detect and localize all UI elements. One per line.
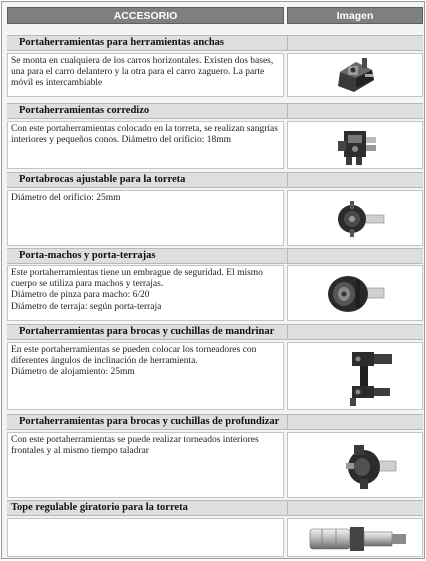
description-line: Se monta en cualquiera de los carros horizontales. Existen dos bases, una para el carro delantero y la otra para el carro zaguero. La parte móvil es intercambiable bbox=[11, 56, 274, 89]
row-title bbox=[7, 414, 423, 430]
row-description bbox=[7, 265, 284, 321]
row-title bbox=[7, 172, 423, 188]
row-description bbox=[7, 190, 284, 246]
tap-holder-icon bbox=[326, 270, 386, 318]
row-title bbox=[7, 248, 423, 264]
row-title-text: Tope regulable giratorio para la torreta bbox=[11, 502, 188, 513]
description-line: En este portaherramientas se pueden colocar los torneadores con diferentes ángulos de inclinación de herramienta. bbox=[11, 345, 257, 367]
row-description bbox=[7, 342, 284, 410]
row-image bbox=[287, 342, 423, 410]
row-title-text: Portabrocas ajustable para la torreta bbox=[19, 174, 186, 185]
row-image bbox=[287, 432, 423, 498]
row-image bbox=[287, 265, 423, 321]
row-title-text: Portaherramientas corredizo bbox=[19, 105, 150, 116]
row-description bbox=[7, 432, 284, 498]
row-image bbox=[287, 190, 423, 246]
row-title-text: Portaherramientas para brocas y cuchillas de profundizar bbox=[19, 416, 280, 427]
row-title bbox=[7, 324, 423, 340]
description-line: Diámetro de terraja: según porta-terraja bbox=[11, 301, 162, 312]
rotary-stop-icon bbox=[308, 525, 408, 553]
row-title-text: Portaherramientas para herramientas anchas bbox=[19, 37, 225, 48]
description-line: Diámetro de alojamiento: 25mm bbox=[11, 367, 135, 378]
row-image bbox=[287, 53, 423, 97]
sliding-tool-holder-icon bbox=[334, 125, 380, 167]
header-imagen: Imagen bbox=[287, 7, 423, 24]
header-accesorio: ACCESORIO bbox=[7, 7, 284, 24]
description-line: Este portaherramientas tiene un embrague de seguridad. El mismo cuerpo se utiliza para machos y terrajas. bbox=[11, 268, 263, 290]
description-line: Con este portaherramientas se puede realizar torneados interiores frontales y al mismo tiempo taladrar bbox=[11, 435, 259, 457]
deep-boring-holder-icon bbox=[344, 439, 398, 493]
row-description bbox=[7, 53, 284, 97]
row-description bbox=[7, 518, 284, 557]
row-image bbox=[287, 121, 423, 169]
description-line: Diámetro de pinza para macho: 6/20 bbox=[11, 290, 150, 301]
drill-chuck-icon bbox=[332, 197, 386, 241]
accessories-table bbox=[1, 1, 425, 559]
boring-bar-holder-icon bbox=[346, 346, 398, 408]
wide-tool-holder-icon bbox=[332, 56, 380, 96]
row-title-text: Portaherramientas para brocas y cuchillas de mandrinar bbox=[19, 326, 275, 337]
row-title bbox=[7, 35, 423, 51]
row-title-text: Porta-machos y porta-terrajas bbox=[19, 250, 156, 261]
row-title bbox=[7, 103, 423, 119]
row-description bbox=[7, 121, 284, 169]
row-image bbox=[287, 518, 423, 557]
row-title bbox=[7, 500, 423, 516]
description-line: Diámetro del orificio: 25mm bbox=[11, 193, 121, 203]
description-line: Con este portaherramientas colocado en la torreta, se realizan sangrías interiores y pequeños conos. Diámetro del orificio: 18mm bbox=[11, 124, 278, 146]
